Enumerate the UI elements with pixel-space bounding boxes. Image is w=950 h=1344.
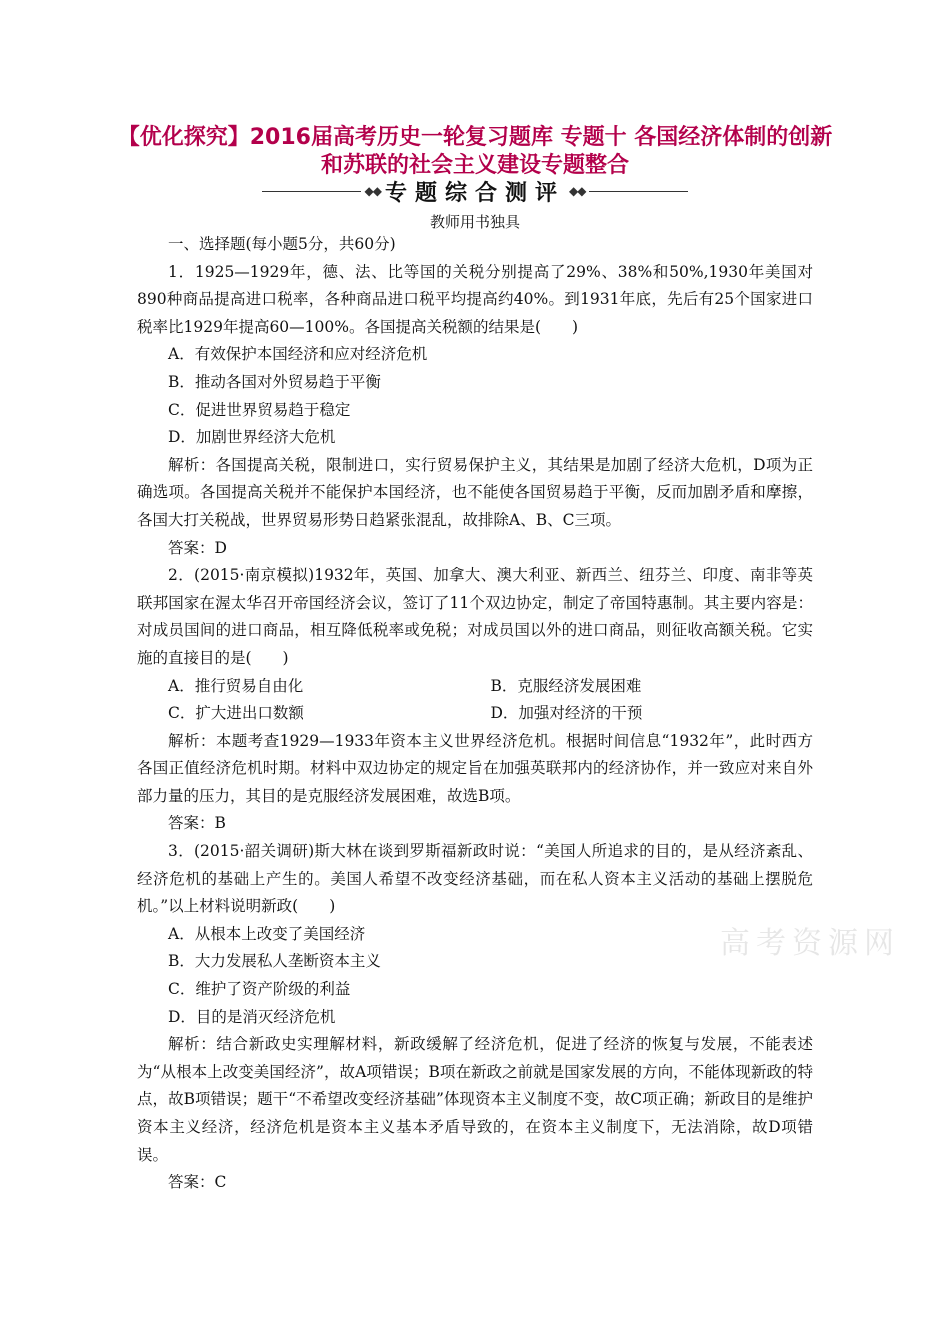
teacher-note: 教师用书独具: [429, 213, 520, 231]
document-title: 【优化探究】2016届高考历史一轮复习题库 专题十 各国经济体制的创新和苏联的社会主义建设专题整合: [117, 125, 833, 178]
question-2-stem: 2．(2015·南京模拟)1932年，英国、加拿大、澳大利亚、新西兰、纽芬兰、印度、南非等英联邦国家在渥太华召开帝国经济会议，签订了11个双边协定，制定了帝国特惠制。其主要内容是：对成员国间的进口商品，相互降低税率或免税；对成员国以外的进口商品，则征收高额关税。它实施的直接目的是( ): [137, 566, 813, 667]
question-2-answer: 答案：B: [168, 814, 226, 833]
diamond-icon-left: ◆◆: [364, 184, 381, 198]
section-heading: 一、选择题(每小题5分，共60分): [168, 235, 396, 253]
question-2-option-a: A．推行贸易自由化: [168, 676, 304, 695]
question-2-analysis: 解析：本题考查1929—1933年资本主义世界经济危机。根据时间信息“1932年”，此时西方各国正值经济危机时期。材料中双边协定的规定旨在加强英联邦内的经济协作，并一致应对来自外部力量的压力，其目的是克服经济发展困难，故选B项。: [137, 731, 813, 805]
question-3-answer: 答案：C: [168, 1173, 227, 1192]
question-3-stem: 3．(2015·韶关调研)斯大林在谈到罗斯福新政时说：“美国人所追求的目的，是从经济紊乱、经济危机的基础上产生的。美国人希望不改变经济基础，而在私人资本主义活动的基础上摆脱危机。”以上材料说明新政( ): [137, 842, 813, 916]
question-2-options-row-2: [137, 700, 813, 728]
banner-heading: 专题综合测评: [385, 180, 566, 206]
question-2-options-row-1: [137, 673, 813, 701]
question-1-answer: 答案：D: [168, 538, 227, 557]
question-1-option-c: C．促进世界贸易趋于稳定: [168, 400, 351, 419]
watermark: 高考资源网: [720, 926, 900, 961]
question-1-stem: 1．1925—1929年，德、法、比等国的关税分别提高了29%、38%和50%,1930年美国对890种商品提高进口税率，各种商品进口税平均提高约40%。到1931年底，先后有25个国家进口税率比1929年提高60—100%。各国提高关税额的结果是( ): [137, 262, 813, 336]
question-1-option-a: A．有效保护本国经济和应对经济危机: [168, 345, 428, 364]
question-1-option-b: B．推动各国对外贸易趋于平衡: [168, 372, 381, 391]
section-banner: [262, 176, 688, 206]
question-3-option-a: A．从根本上改变了美国经济: [168, 924, 366, 943]
question-2-option-d: D．加强对经济的干预: [490, 704, 643, 723]
question-2-option-b: B．克服经济发展困难: [490, 676, 642, 695]
question-3-option-c: C．维护了资产阶级的利益: [168, 980, 351, 999]
content-body: [137, 231, 813, 1197]
question-1-option-d: D．加剧世界经济大危机: [168, 428, 336, 447]
question-1-analysis: 解析：各国提高关税，限制进口，实行贸易保护主义，其结果是加剧了经济大危机，D项为正确选项。各国提高关税并不能保护本国经济，也不能使各国贸易趋于平衡，反而加剧矛盾和摩擦，各国大打关税战，世界贸易形势日趋紧张混乱，故排除A、B、C三项。: [137, 455, 813, 529]
question-2-option-c: C．扩大进出口数额: [168, 704, 304, 723]
diamond-icon-right: ◆◆: [569, 184, 586, 198]
question-3-option-b: B．大力发展私人垄断资本主义: [168, 952, 381, 971]
question-3-analysis: 解析：结合新政史实理解材料，新政缓解了经济危机，促进了经济的恢复与发展，不能表述为“从根本上改变美国经济”，故A项错误；B项在新政之前就是国家发展的方向，不能体现新政的特点，故B项错误；题干“不希望改变经济基础”体现资本主义制度不变，故C项正确；新政目的是维护资本主义经济，经济危机是资本主义基本矛盾导致的，在资本主义制度下，无法消除，故D项错误。: [137, 1035, 813, 1164]
banner-rule-right: [589, 191, 688, 192]
question-3-option-d: D．目的是消灭经济危机: [168, 1007, 336, 1026]
banner-rule-left: [262, 191, 361, 192]
